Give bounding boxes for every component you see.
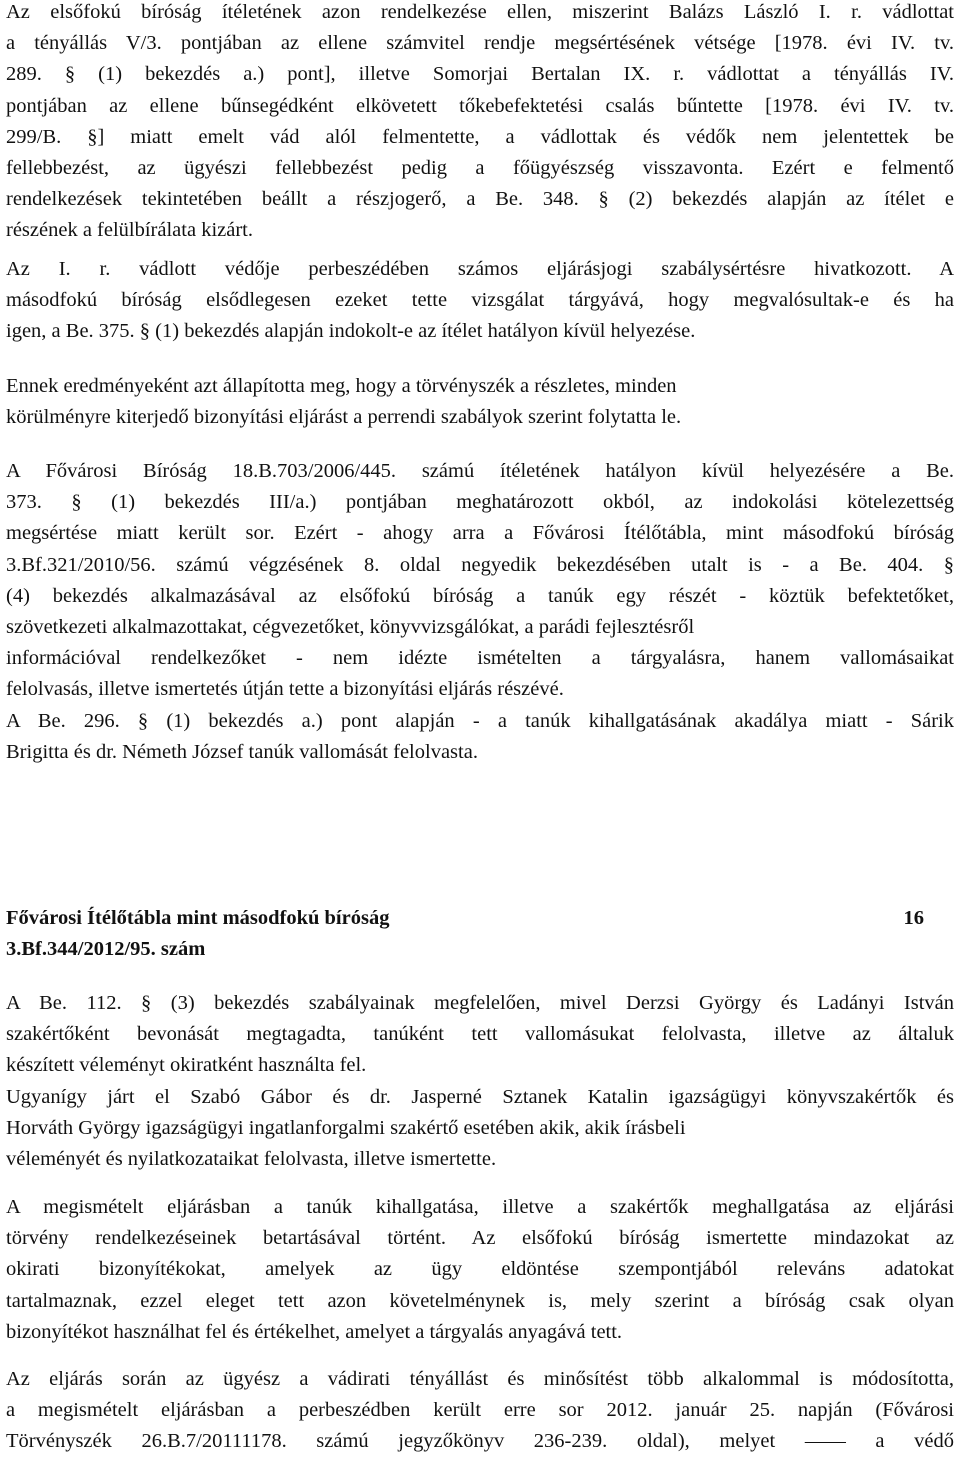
text-line: 373. § (1) bekezdés III/a.) pontjában meghatározott okból, az indokolási kötelezettség (6, 491, 954, 514)
text-line: igen, a Be. 375. § (1) bekezdés alapján indokolt-e az ítélet hatályon kívül helyezése. (6, 320, 696, 343)
text-line: okirati bizonyítékokat, amelyek az ügy eldöntése szempontjából releváns adatokat (6, 1258, 954, 1281)
paragraph-procedural-violations (6, 254, 954, 348)
text-line: részének a felülbírálata kizárt. (6, 219, 253, 242)
text-line: bizonyítékot használhat fel és értékelhet, amelyet a tárgyalás anyagává tett. (6, 1320, 623, 1343)
text-line: felolvasás, illetve ismertetés útján tette a bizonyítási eljárás részévé. (6, 678, 564, 701)
text-line: Az elsőfokú bíróság ítéletének azon rendelkezése ellen, miszerint Balázs László I. r. vádlottat (6, 1, 954, 23)
text-line: rendelkezések tekintetében beállt a részjogerő, a Be. 348. § (2) bekezdés alapján az ítélet e (6, 188, 954, 211)
text-line: körülményre kiterjedő bizonyítási eljárást a perrendi szabályok szerint folytatta le. (6, 406, 682, 429)
paragraph-annulment (6, 456, 954, 768)
text-line: véleményét és nyilatkozataikat felolvasta, illetve ismertette. (6, 1148, 497, 1171)
text-line: A Be. 296. § (1) bekezdés a.) pont alapján - a tanúk kihallgatásának akadálya miatt - Sárik (6, 709, 954, 732)
text-line: másodfokú bíróság elsődlegesen ezeket tette vizsgálat tárgyává, hogy megvalósultak-e és ha (6, 289, 954, 312)
paragraph-experts (6, 988, 954, 1175)
paragraph-result (6, 371, 954, 433)
text-line: 289. § (1) bekezdés a.) pont], illetve Somorjai Bertalan IX. r. vádlottat a tényállás IV. (6, 63, 954, 86)
paragraph-repeated-procedure (6, 1192, 954, 1348)
text-line: A megismételt eljárásban a tanúk kihallgatása, illetve a szakértők meghallgatása az eljárási (6, 1196, 954, 1218)
paragraph-partial-acquittal (6, 0, 954, 247)
court-name: Fővárosi Ítélőtábla mint másodfokú bíróság (6, 907, 390, 929)
text-line: szövetkezeti alkalmazottakat, cégvezetőket, könyvvizsgálókat, a parádi fejlesztésről (6, 616, 695, 639)
text-line: szakértőként bevonását megtagadta, tanúként tett vallomásukat felolvasta, illetve az általuk (6, 1023, 954, 1046)
text-line: Brigitta és dr. Németh József tanúk vallomását felolvasta. (6, 740, 478, 763)
text-line: Az I. r. vádlott védője perbeszédében számos eljárásjogi szabálysértésre hivatkozott. A (6, 258, 954, 280)
text-line: Ennek eredményeként azt állapította meg, hogy a törvényszék a részletes, minden (6, 375, 677, 397)
case-number: 3.Bf.344/2012/95. szám (6, 938, 206, 960)
text-line: a megismételt eljárásban a perbeszédben került erre sor 2012. január 25. napján (Fővárosi (6, 1399, 954, 1422)
text-line: fellebbezést, az ügyészi fellebbezést pedig a főügyészség visszavonta. Ezért e felmentő (6, 157, 954, 180)
text-line: A Be. 112. § (3) bekezdés szabályainak megfelelően, mivel Derzsi György és Ladányi István (6, 992, 954, 1014)
text-line: törvény rendelkezéseinek betartásával történt. Az elsőfokú bíróság ismertette mindazokat az (6, 1227, 954, 1250)
text-line: információval rendelkezőket - nem idézte ismételten a tárgyalásra, hanem vallomásaikat (6, 647, 954, 670)
text-line: Ugyanígy járt el Szabó Gábor és dr. Jasperné Sztanek Katalin igazságügyi könyvszakértők és (6, 1085, 954, 1108)
text-line: pontjában az ellene bűnsegédként elkövetett tőkebefektetési csalás bűntette [1978. évi IV. tv. (6, 94, 954, 117)
text-line: a tényállás V/3. pontjában az ellene számvitel rendje megsértésének vétsége [1978. évi IV. tv. (6, 32, 954, 55)
text-line: 3.Bf.321/2010/56. számú végzésének 8. oldal negyedik bekezdésében utalt is - a Be. 404. § (6, 553, 954, 576)
text-line: megsértése miatt került sor. Ezért - ahogy arra a Fővárosi Ítélőtábla, mint másodfokú bíróság (6, 522, 954, 545)
text-line: Az eljárás során az ügyész a vádirati tényállást és minősítést több alkalommal is módosította, (6, 1368, 954, 1390)
text-line: Törvényszék 26.B.7/20111178. számú jegyzőkönyv 236-239. oldal), melyet —— a védő (6, 1430, 954, 1453)
text-line: tartalmaznak, ezzel eleget tett azon követelménynek is, mely szerint a bíróság csak olyan (6, 1289, 954, 1312)
text-line: Horváth György igazságügyi ingatlanforgalmi szakértő esetében akik, akik írásbeli (6, 1116, 686, 1139)
paragraph-prosecutor (6, 1364, 954, 1458)
text-line: (4) bekezdés alkalmazásával az elsőfokú bíróság a tanúk egy részét - köztük befektetőket, (6, 584, 954, 607)
page-number: 16 (903, 907, 924, 929)
text-line: készített véleményt okiratként használta fel. (6, 1054, 367, 1077)
text-line: A Fővárosi Bíróság 18.B.703/2006/445. számú ítéletének hatályon kívül helyezésére a Be. (6, 460, 954, 482)
text-line: 299/B. §] miatt emelt vád alól felmentette, a vádlottak és védők nem jelentettek be (6, 125, 954, 148)
